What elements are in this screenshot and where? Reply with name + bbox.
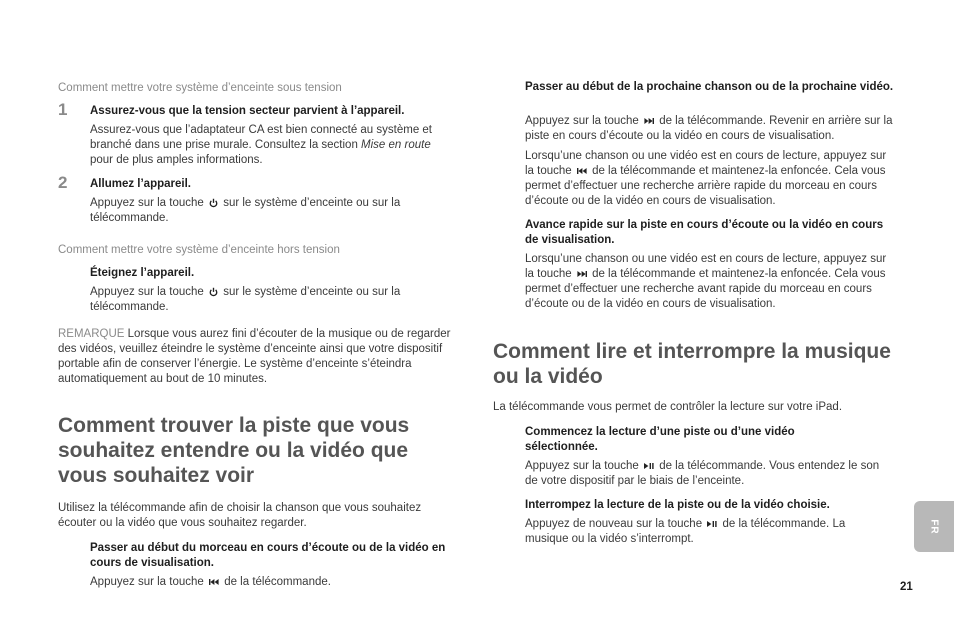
step2-title: Allumez l’appareil. <box>90 178 191 190</box>
step1-title: Assurez-vous que la tension secteur parvient à l’appareil. <box>90 105 405 117</box>
step-number-2: 2 <box>58 173 68 192</box>
language-tab-label: FR <box>928 518 940 535</box>
page-number: 21 <box>900 581 913 593</box>
step-number-1: 1 <box>58 100 68 119</box>
note-label: REMARQUE <box>58 328 125 340</box>
next-track-icon <box>644 118 654 124</box>
power-icon <box>209 198 218 208</box>
play-pause-heading: Comment lire et interrompre la musique ou la vidéo <box>493 340 891 388</box>
pause-playback-text: Appuyez de nouveau sur la touche de la télécommande. La musique ou la vidéo s’interrompt. <box>525 518 846 545</box>
note <box>58 327 453 387</box>
start-playback-text: Appuyez sur la touche de la télécommande. Vous entendez le son de votre dispositif par le biais de l’enceinte. <box>525 460 880 487</box>
power-icon <box>209 287 218 297</box>
fast-forward-title: Avance rapide sur la piste en cours d’écoute ou la vidéo en cours de visualisation. <box>525 219 884 246</box>
restart-track-title: Passer au début du morceau en cours d’écoute ou de la vidéo en cours de visualisation. <box>90 542 446 569</box>
note-text: Lorsque vous aurez fini d’écouter de la musique ou de regarder des vidéos, veuillez éteindre le système d’enceinte ainsi que votre dispositif portable afin de conserver l’énergie. Le système d’enceinte s’éteindra automatiquement au bout de 10 minutes. <box>58 328 451 385</box>
mise-en-route-link-text: Mise en route <box>361 139 431 151</box>
power-off-subheading: Comment mettre votre système d’enceinte hors tension <box>58 244 340 256</box>
next-track-title: Passer au début de la prochaine chanson ou de la prochaine vidéo. <box>525 81 894 93</box>
power-off-title: Éteignez l’appareil. <box>90 267 195 279</box>
start-playback-title: Commencez la lecture d’une piste ou d’une vidéo sélectionnée. <box>525 426 795 453</box>
rewind-text: Lorsqu’une chanson ou une vidéo est en cours de lecture, appuyez sur la touche de la télécommande et maintenez-la enfoncée. Cela vous permet d’effectuer une recherche arrière rapide du morceau en cours d’écoute ou de la vidéo en cours de visualisation. <box>525 150 887 207</box>
step2-text: Appuyez sur la touche sur le système d’enceinte ou sur la télécommande. <box>90 197 401 224</box>
previous-track-icon <box>209 579 219 585</box>
step1-text: Assurez-vous que l’adaptateur CA est bien connecté au système et branché dans une prise murale. Consultez la section Mise en route pour de plus amples informations. <box>90 124 433 166</box>
find-track-heading: Comment trouver la piste que vous souhaitez entendre ou la vidéo que vous souhaitez voir <box>58 414 410 487</box>
power-on-subheading: Comment mettre votre système d’enceinte sous tension <box>58 82 342 94</box>
language-tab <box>914 501 954 552</box>
restart-track-text: Appuyez sur la touche de la télécommande. <box>90 576 331 588</box>
play-pause-intro: La télécommande vous permet de contrôler la lecture sur votre iPad. <box>493 401 843 413</box>
play-pause-icon <box>644 463 654 469</box>
next-track-icon <box>577 271 587 277</box>
fast-forward-text: Lorsqu’une chanson ou une vidéo est en cours de lecture, appuyez sur la touche de la télécommande et maintenez-la enfoncée. Cela vous permet d’effectuer une recherche avant rapide du morceau en cours d’écoute ou de la vidéo en cours de visualisation. <box>525 253 887 310</box>
power-off-text: Appuyez sur la touche sur le système d’enceinte ou sur la télécommande. <box>90 286 401 313</box>
previous-track-icon <box>577 168 587 174</box>
play-pause-icon <box>707 521 717 527</box>
find-track-intro: Utilisez la télécommande afin de choisir la chanson que vous souhaitez écouter ou la vidéo que vous souhaitez regarder. <box>58 502 422 529</box>
pause-playback-title: Interrompez la lecture de la piste ou de la vidéo choisie. <box>525 499 830 511</box>
next-track-text: Appuyez sur la touche de la télécommande. Revenir en arrière sur la piste en cours d’écoute ou la vidéo en cours de visualisation. <box>525 115 893 142</box>
